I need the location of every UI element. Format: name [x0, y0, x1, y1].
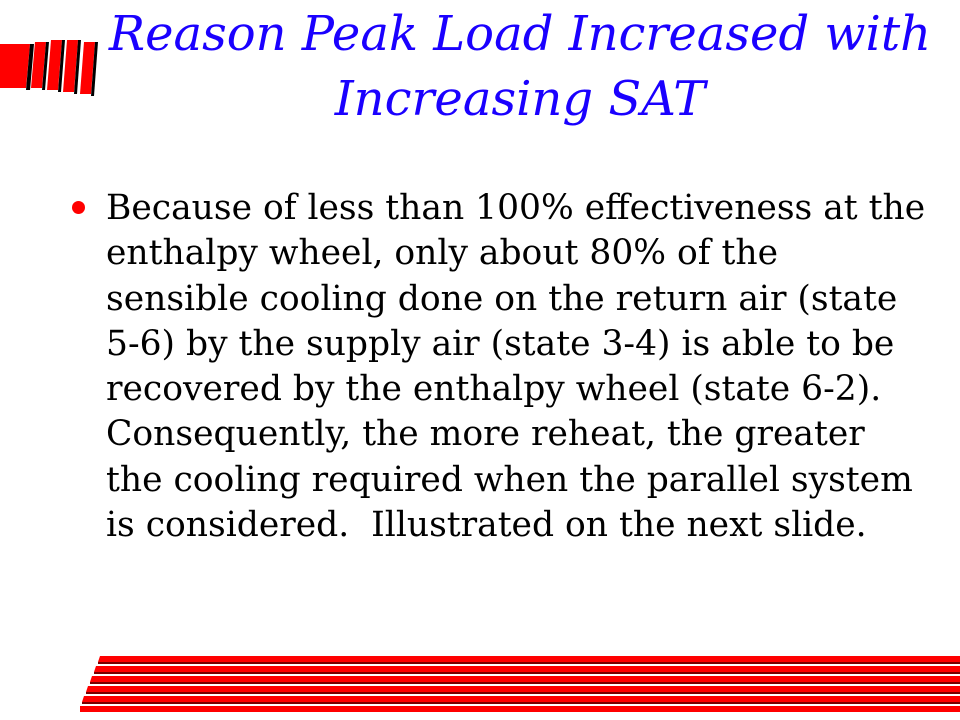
title-bars-icon [0, 38, 104, 96]
slide-title: Reason Peak Load Increased with Increasing SAT [108, 6, 932, 127]
bullet-text: Because of less than 100% effectiveness at the enthalpy wheel, only about 80% of the sensible cooling done on the return air (state 5-6) by the supply air (state 3-4) is able to be recovered by the enthalpy wheel (state 6-2). Consequently, the more reheat, the greater the cooling required when the parallel system is considered. Illustrated on the next slide. [106, 188, 937, 546]
bullet-dot-icon [72, 201, 85, 214]
footer-stripes-decoration [80, 656, 960, 712]
